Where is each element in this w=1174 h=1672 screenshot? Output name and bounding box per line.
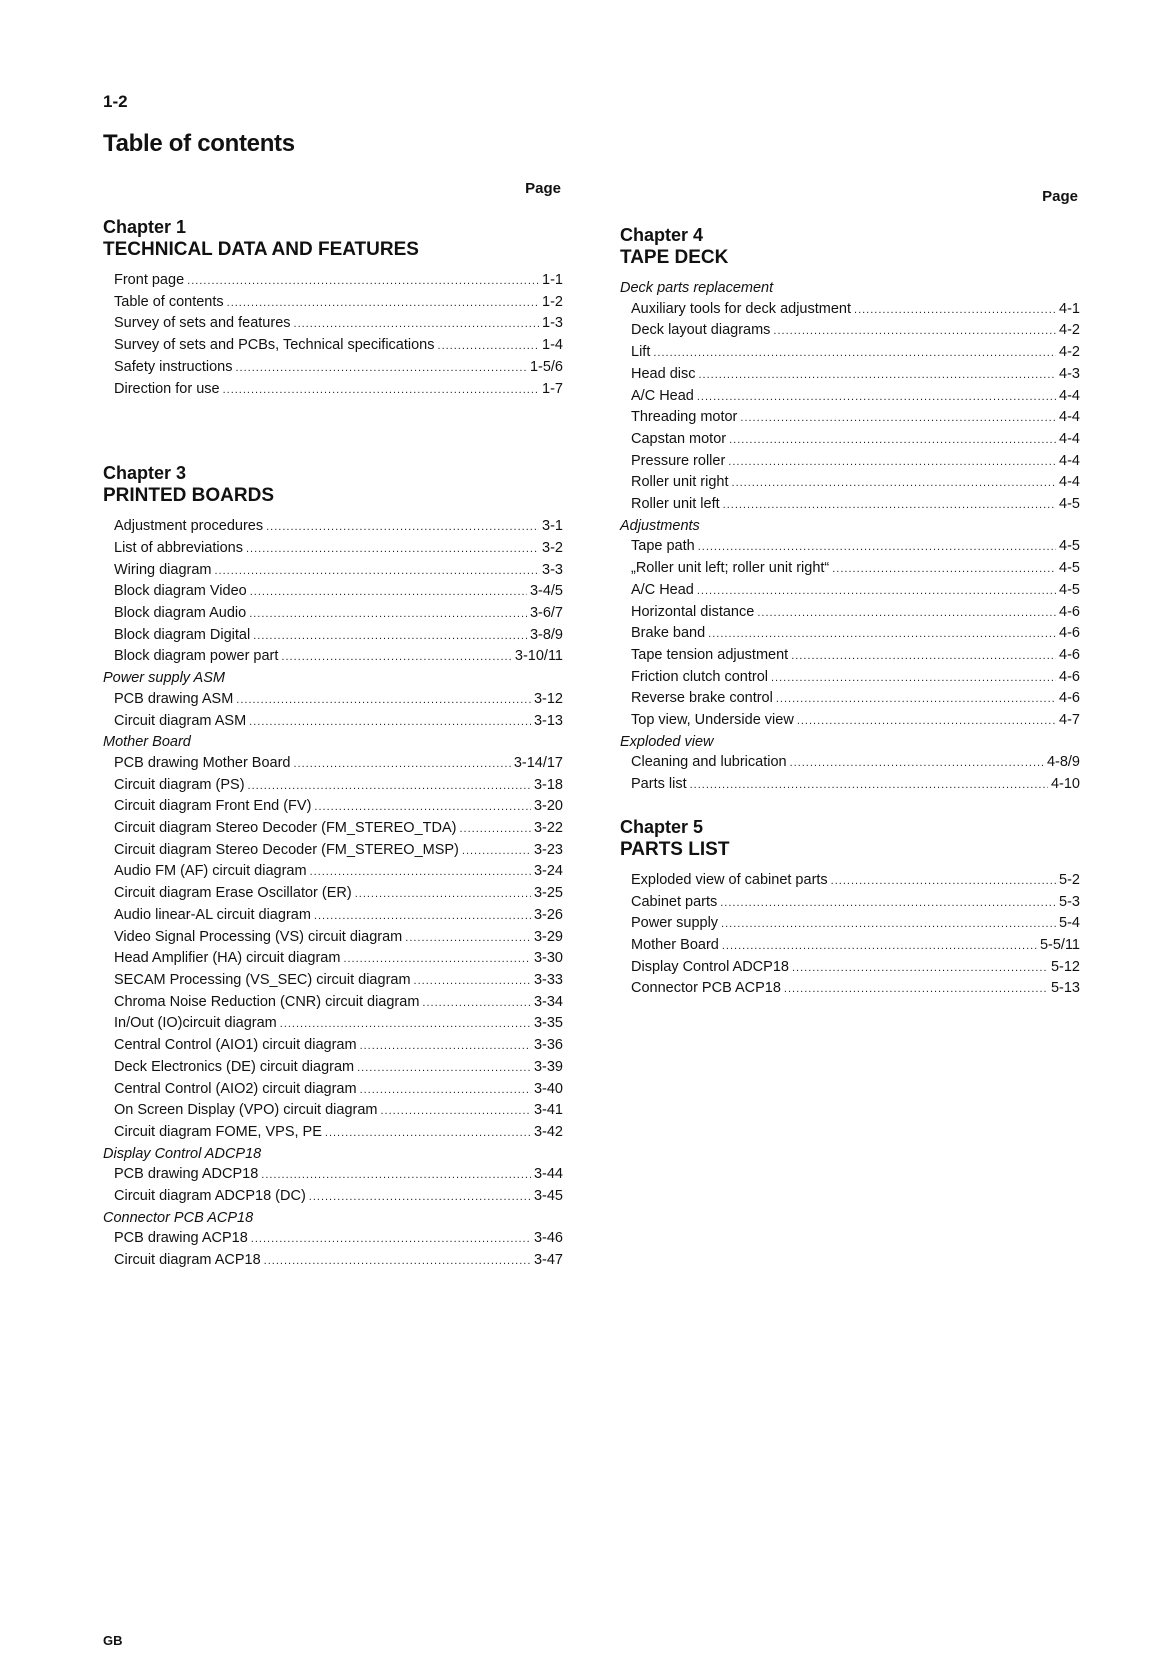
toc-entry-page: 4-6 <box>1059 668 1080 685</box>
dot-leader <box>776 689 1056 710</box>
toc-entry-text: Mother Board <box>631 936 719 953</box>
toc-entry[interactable] <box>103 883 563 905</box>
toc-entry-page: 3-23 <box>533 841 563 858</box>
toc-entry-page: 5-13 <box>1050 980 1080 997</box>
toc-entry-text: Block diagram Video <box>114 583 247 600</box>
section-subheading: Power supply ASM <box>103 670 225 687</box>
toc-entry-page: 3-6/7 <box>529 605 563 622</box>
chapter-title: PARTS LIST <box>620 838 730 860</box>
toc-entry-page: 5-2 <box>1059 871 1080 888</box>
toc-entry-page: 3-4/5 <box>529 583 563 600</box>
toc-entry[interactable] <box>103 970 563 992</box>
toc-entry[interactable] <box>620 645 1080 667</box>
toc-entry-text: Block diagram Audio <box>114 605 247 622</box>
toc-entry-text: Circuit diagram ASM <box>114 712 247 729</box>
toc-entry-text: PCB drawing ACP18 <box>114 1230 248 1247</box>
chapter <box>103 462 563 1272</box>
dot-leader <box>355 884 531 905</box>
section-subheading: Exploded view <box>620 733 714 750</box>
dot-leader <box>250 582 527 603</box>
toc-entry-text: Friction clutch control <box>631 668 768 685</box>
toc-entry-page: 3-45 <box>533 1188 563 1205</box>
toc-entry-page: 1-7 <box>542 380 563 397</box>
toc-entry-text: Top view, Underside view <box>631 712 794 729</box>
toc-entry-text: Roller unit left <box>631 496 720 513</box>
toc-entry-page: 4-5 <box>1059 538 1080 555</box>
toc-entry-text: Auxiliary tools for deck adjustment <box>631 300 852 317</box>
dot-leader <box>360 1036 531 1057</box>
toc-entry[interactable] <box>620 978 1080 1000</box>
toc-entry-page: 3-34 <box>533 993 563 1010</box>
toc-entry[interactable] <box>103 538 563 560</box>
dot-leader <box>309 1187 531 1208</box>
toc-entry[interactable] <box>620 558 1080 580</box>
toc-entry-page: 3-29 <box>533 928 563 945</box>
dot-leader <box>246 539 539 560</box>
dot-leader <box>343 949 531 970</box>
toc-entry-text: PCB drawing ADCP18 <box>114 1166 259 1183</box>
section-subheading: Deck parts replacement <box>620 280 774 296</box>
toc-entry-page: 3-24 <box>533 863 563 880</box>
toc-entry-text: PCB drawing ASM <box>114 690 234 707</box>
dot-leader <box>280 1014 531 1035</box>
dot-leader <box>697 581 1056 602</box>
toc-entry-text: Connector PCB ACP18 <box>631 980 781 997</box>
toc-entry-text: Safety instructions <box>114 358 233 375</box>
toc-entry[interactable] <box>103 1250 563 1272</box>
toc-entry-page: 1-3 <box>542 315 563 332</box>
toc-entry[interactable] <box>620 602 1080 624</box>
dot-leader <box>720 893 1056 914</box>
toc-entry-page: 5-4 <box>1059 915 1080 932</box>
dot-leader <box>236 690 531 711</box>
dot-leader <box>381 1101 531 1122</box>
toc-entry[interactable] <box>103 927 563 949</box>
dot-leader <box>832 559 1056 580</box>
toc-entry-text: Display Control ADCP18 <box>631 958 789 975</box>
toc-entry-text: Horizontal distance <box>631 603 755 620</box>
toc-entry[interactable] <box>620 386 1080 408</box>
toc-entry-page: 4-6 <box>1059 603 1080 620</box>
toc-entry[interactable] <box>103 1164 563 1186</box>
dot-leader <box>831 871 1056 892</box>
section-subheading: Connector PCB ACP18 <box>103 1209 254 1226</box>
page-column-header: Page <box>1042 188 1078 205</box>
toc-entry-text: Parts list <box>631 776 687 793</box>
toc-entry-text: Table of contents <box>114 293 224 310</box>
toc-entry-text: Circuit diagram Front End (FV) <box>114 798 312 815</box>
toc-entry-text: Head disc <box>631 365 696 382</box>
chapter-title: TAPE DECK <box>620 247 729 268</box>
toc-entry[interactable] <box>620 494 1080 516</box>
dot-leader <box>264 1251 531 1272</box>
toc-entry[interactable] <box>103 1186 563 1208</box>
dot-leader <box>721 914 1056 935</box>
dot-leader <box>357 1058 531 1079</box>
page-number: 1-2 <box>103 92 128 111</box>
toc-entry-text: Adjustment procedures <box>114 518 264 535</box>
toc-entry-text: Wiring diagram <box>114 561 212 578</box>
right-column <box>620 180 1080 1000</box>
toc-entry-text: A/C Head <box>631 387 694 404</box>
toc-entry-text: A/C Head <box>631 581 694 598</box>
toc-entry-text: Cabinet parts <box>631 893 718 910</box>
toc-entry[interactable] <box>103 861 563 883</box>
section-subheading: Mother Board <box>103 734 191 751</box>
toc-entry-page: 4-5 <box>1059 581 1080 598</box>
toc-entry-page: 3-25 <box>533 885 563 902</box>
toc-entry[interactable] <box>620 667 1080 689</box>
toc-entry-text: Brake band <box>631 625 706 642</box>
toc-entry[interactable] <box>103 948 563 970</box>
toc-entry-page: 4-6 <box>1059 690 1080 707</box>
right-chapters <box>620 224 1080 1000</box>
toc-entry-page: 4-1 <box>1059 300 1080 317</box>
toc-entry[interactable] <box>103 1079 563 1101</box>
toc-entry-page: 3-40 <box>533 1080 563 1097</box>
toc-entry[interactable] <box>103 1100 563 1122</box>
toc-entry[interactable] <box>620 320 1080 342</box>
chapter <box>103 216 563 400</box>
toc-entry[interactable] <box>103 840 563 862</box>
dot-leader <box>438 336 540 357</box>
toc-entry[interactable] <box>620 580 1080 602</box>
dot-leader <box>314 797 531 818</box>
toc-entry[interactable] <box>620 451 1080 473</box>
left-chapters <box>103 216 563 1272</box>
toc-entry[interactable] <box>620 710 1080 732</box>
toc-entry[interactable] <box>620 957 1080 979</box>
toc-entry-page: 4-8/9 <box>1046 754 1080 771</box>
toc-entry[interactable] <box>103 775 563 797</box>
toc-entry-text: Central Control (AIO2) circuit diagram <box>114 1080 357 1097</box>
toc-entry[interactable] <box>620 429 1080 451</box>
dot-leader <box>266 517 539 538</box>
toc-entry-page: 3-14/17 <box>513 754 563 771</box>
toc-entry-text: On Screen Display (VPO) circuit diagram <box>114 1102 378 1119</box>
toc-entry[interactable] <box>620 407 1080 429</box>
toc-entry-text: Tape tension adjustment <box>631 646 789 663</box>
toc-entry-page: 3-39 <box>533 1058 563 1075</box>
toc-entry[interactable] <box>620 935 1080 957</box>
toc-entry-page: 3-22 <box>533 820 563 837</box>
toc-entry-text: Circuit diagram (PS) <box>114 776 245 793</box>
toc-entry-text: Tape path <box>631 538 695 555</box>
toc-entry[interactable] <box>103 689 563 711</box>
toc-entry-page: 3-13 <box>533 712 563 729</box>
toc-entry-text: Roller unit right <box>631 474 729 491</box>
toc-entry[interactable] <box>103 625 563 647</box>
toc-entry-text: Exploded view of cabinet parts <box>631 871 828 888</box>
dot-leader <box>281 647 511 668</box>
dot-leader <box>462 841 531 862</box>
toc-entry[interactable] <box>103 516 563 538</box>
toc-entry[interactable] <box>103 1013 563 1035</box>
toc-entry-page: 4-6 <box>1059 646 1080 663</box>
toc-entry[interactable] <box>103 603 563 625</box>
toc-entry-page: 3-18 <box>533 776 563 793</box>
dot-leader <box>422 993 531 1014</box>
toc-entry-page: 3-46 <box>533 1230 563 1247</box>
toc-entry-page: 3-2 <box>542 539 563 556</box>
dot-leader <box>729 430 1056 451</box>
dot-leader <box>249 604 527 625</box>
dot-leader <box>854 300 1056 321</box>
chapter <box>620 224 1080 796</box>
dot-leader <box>757 603 1056 624</box>
chapter-label: Chapter 3 <box>103 463 187 484</box>
toc-entry[interactable] <box>103 292 563 314</box>
dot-leader <box>310 862 531 883</box>
toc-entry-text: Head Amplifier (HA) circuit diagram <box>114 950 341 967</box>
toc-entry-text: Capstan motor <box>631 430 727 447</box>
toc-entry[interactable] <box>103 379 563 401</box>
toc-entry-text: Power supply <box>631 915 719 932</box>
toc-entry-text: Cleaning and lubrication <box>631 754 787 771</box>
toc-entry-text: Survey of sets and features <box>114 315 291 332</box>
dot-leader <box>235 358 526 379</box>
toc-entry-text: Chroma Noise Reduction (CNR) circuit diagram <box>114 993 420 1010</box>
toc-entry-page: 3-36 <box>533 1037 563 1054</box>
toc-entry-page: 3-41 <box>533 1102 563 1119</box>
toc-entry-text: SECAM Processing (VS_SEC) circuit diagram <box>114 971 411 988</box>
dot-leader <box>248 776 531 797</box>
toc-entry-text: Reverse brake control <box>631 690 773 707</box>
toc-entry-text: Deck layout diagrams <box>631 322 771 339</box>
toc-entry-page: 3-30 <box>533 950 563 967</box>
toc-entry-text: Lift <box>631 344 651 361</box>
dot-leader <box>773 321 1056 342</box>
dot-leader <box>790 753 1044 774</box>
toc-entry[interactable] <box>103 357 563 379</box>
toc-entry-page: 4-4 <box>1059 430 1080 447</box>
page-title: Table of contents <box>103 130 295 157</box>
toc-entry-page: 5-12 <box>1050 958 1080 975</box>
toc-entry-text: Circuit diagram ADCP18 (DC) <box>114 1188 306 1205</box>
chapter-title: TECHNICAL DATA AND FEATURES <box>103 239 419 260</box>
toc-entry-page: 4-5 <box>1059 496 1080 513</box>
toc-entry[interactable] <box>103 796 563 818</box>
toc-entry-page: 4-3 <box>1059 365 1080 382</box>
toc-entry[interactable] <box>103 992 563 1014</box>
toc-entry-text: Central Control (AIO1) circuit diagram <box>114 1037 357 1054</box>
toc-entry-text: Threading motor <box>631 409 738 426</box>
toc-entry-text: Audio FM (AF) circuit diagram <box>114 863 307 880</box>
toc-entry[interactable] <box>103 818 563 840</box>
toc-entry-page: 4-7 <box>1059 712 1080 729</box>
toc-entry-page: 3-33 <box>533 971 563 988</box>
dot-leader <box>414 971 531 992</box>
toc-entry[interactable] <box>103 646 563 668</box>
dot-leader <box>791 646 1056 667</box>
toc-entry-page: 4-2 <box>1059 322 1080 339</box>
dot-leader <box>708 624 1056 645</box>
toc-entry[interactable] <box>103 905 563 927</box>
toc-entry-text: Front page <box>114 272 185 288</box>
toc-entry-text: Circuit diagram ACP18 <box>114 1252 261 1269</box>
toc-entry[interactable] <box>103 1035 563 1057</box>
toc-entry[interactable] <box>103 313 563 335</box>
toc-entry-text: Direction for use <box>114 380 220 397</box>
dot-leader <box>294 314 540 335</box>
toc-entry[interactable] <box>103 335 563 357</box>
toc-entry[interactable] <box>620 299 1080 321</box>
toc-entry[interactable] <box>620 752 1080 774</box>
toc-entry-page: 5-5/11 <box>1039 936 1080 953</box>
toc-entry-page: 5-3 <box>1059 893 1080 910</box>
toc-entry-text: List of abbreviations <box>114 539 243 556</box>
toc-entry-text: Video Signal Processing (VS) circuit diagram <box>114 928 403 945</box>
toc-entry[interactable] <box>620 342 1080 364</box>
toc-entry-page: 1-2 <box>542 293 563 310</box>
toc-entry[interactable] <box>103 560 563 582</box>
toc-entry-text: Circuit diagram Stereo Decoder (FM_STEREO_TDA) <box>114 820 457 837</box>
dot-leader <box>294 754 511 775</box>
toc-entry-text: Survey of sets and PCBs, Technical specifications <box>114 337 435 354</box>
chapter-label: Chapter 5 <box>620 816 704 837</box>
toc-entry-page: 4-5 <box>1059 560 1080 577</box>
toc-entry-text: PCB drawing Mother Board <box>114 754 291 771</box>
toc-entry[interactable] <box>620 870 1080 892</box>
toc-entry-page: 3-12 <box>533 690 563 707</box>
footer-language: GB <box>103 1633 123 1648</box>
dot-leader <box>405 928 531 949</box>
toc-entry-text: Deck Electronics (DE) circuit diagram <box>114 1058 355 1075</box>
toc-entry[interactable] <box>103 1122 563 1144</box>
toc-entry-page: 1-1 <box>542 272 563 288</box>
toc-entry-text: Circuit diagram Erase Oscillator (ER) <box>114 885 352 902</box>
chapter-title: PRINTED BOARDS <box>103 485 275 507</box>
dot-leader <box>261 1165 531 1186</box>
toc-entry[interactable] <box>620 364 1080 386</box>
toc-entry[interactable] <box>620 688 1080 710</box>
toc-entry[interactable] <box>620 913 1080 935</box>
left-column <box>103 180 563 1272</box>
toc-entry[interactable] <box>103 1057 563 1079</box>
toc-entry[interactable] <box>103 1228 563 1250</box>
dot-leader <box>187 271 539 292</box>
toc-entry-page: 1-5/6 <box>529 358 563 375</box>
toc-entry-page: 3-47 <box>533 1252 563 1269</box>
section-subheading: Adjustments <box>620 517 700 534</box>
dot-leader <box>723 495 1056 516</box>
toc-entry[interactable] <box>103 753 563 775</box>
dot-leader <box>653 343 1056 364</box>
toc-entry-page: 4-4 <box>1059 387 1080 404</box>
dot-leader <box>732 473 1057 494</box>
dot-leader <box>722 936 1037 957</box>
dot-leader <box>698 537 1056 558</box>
toc-entry-page: 4-4 <box>1059 452 1080 469</box>
toc-entry[interactable] <box>103 270 563 292</box>
toc-entry-text: Block diagram Digital <box>114 626 251 643</box>
toc-entry[interactable] <box>103 711 563 733</box>
toc-entry-text: Block diagram power part <box>114 648 279 665</box>
toc-entry[interactable] <box>620 892 1080 914</box>
chapter-label: Chapter 4 <box>620 225 704 245</box>
toc-entry-text: Audio linear-AL circuit diagram <box>114 906 311 923</box>
dot-leader <box>215 561 540 582</box>
toc-entry-text: „Roller unit left; roller unit right“ <box>631 560 830 577</box>
dot-leader <box>253 626 527 647</box>
dot-leader <box>459 819 531 840</box>
page-column-header: Page <box>525 180 561 197</box>
toc-entry[interactable] <box>620 472 1080 494</box>
dot-leader <box>360 1080 531 1101</box>
toc-entry[interactable] <box>620 623 1080 645</box>
dot-leader <box>314 906 531 927</box>
dot-leader <box>792 958 1048 979</box>
toc-entry-page: 3-44 <box>533 1166 563 1183</box>
toc-entry-text: Pressure roller <box>631 452 726 469</box>
toc-entry-page: 3-42 <box>533 1123 563 1140</box>
toc-entry-page: 4-4 <box>1059 409 1080 426</box>
toc-entry-text: Circuit diagram Stereo Decoder (FM_STEREO_MSP) <box>114 841 459 858</box>
toc-entry-page: 3-1 <box>542 518 563 535</box>
toc-entry[interactable] <box>620 536 1080 558</box>
dot-leader <box>784 979 1048 1000</box>
dot-leader <box>698 365 1056 386</box>
toc-entry-text: Circuit diagram FOME, VPS, PE <box>114 1123 322 1140</box>
chapter-label: Chapter 1 <box>103 217 187 237</box>
toc-entry-page: 3-26 <box>533 906 563 923</box>
toc-entry[interactable] <box>620 774 1080 796</box>
dot-leader <box>223 380 539 401</box>
dot-leader <box>249 712 531 733</box>
toc-entry-page: 3-35 <box>533 1015 563 1032</box>
toc-entry-page: 4-6 <box>1059 625 1080 642</box>
toc-entry-page: 1-4 <box>542 337 563 354</box>
dot-leader <box>227 293 539 314</box>
toc-entry-page: 3-3 <box>542 561 563 578</box>
section-subheading: Display Control ADCP18 <box>103 1145 262 1162</box>
toc-entry-page: 4-2 <box>1059 344 1080 361</box>
toc-entry-page: 4-10 <box>1050 776 1080 793</box>
toc-entry-page: 3-10/11 <box>514 648 563 665</box>
dot-leader <box>728 452 1056 473</box>
dot-leader <box>251 1229 531 1250</box>
toc-entry-page: 3-20 <box>533 798 563 815</box>
toc-entry-text: In/Out (IO)circuit diagram <box>114 1015 277 1032</box>
dot-leader <box>697 387 1056 408</box>
toc-entry-page: 4-4 <box>1059 474 1080 491</box>
dot-leader <box>740 408 1056 429</box>
toc-entry[interactable] <box>103 581 563 603</box>
dot-leader <box>771 668 1056 689</box>
chapter <box>620 816 1080 1000</box>
dot-leader <box>325 1123 531 1144</box>
toc-entry-page: 3-8/9 <box>529 626 563 643</box>
dot-leader <box>797 711 1056 732</box>
dot-leader <box>690 775 1048 796</box>
